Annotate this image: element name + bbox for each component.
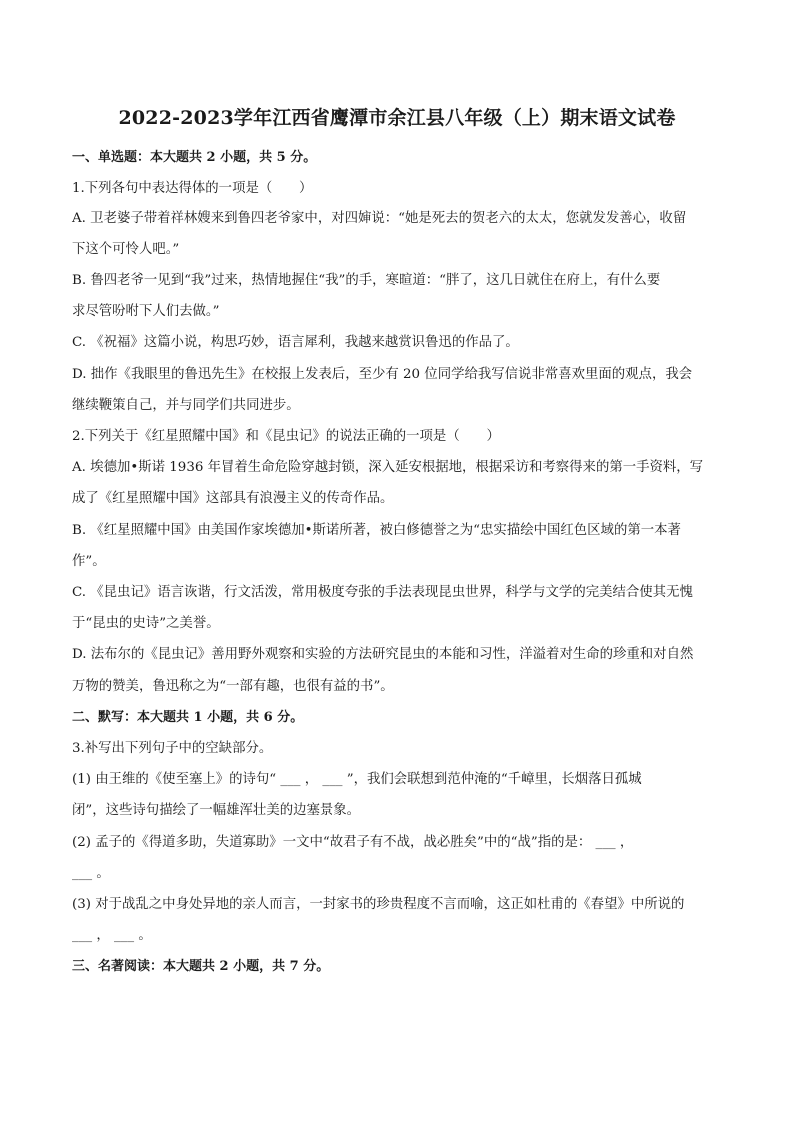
fill-blank-line: ___ 。 [72,866,110,881]
fill-blank-line: (2) 孟子的《得道多助，失道寡助》一文中“故君子有不战，战必胜矣”中的“战”指的是： ___ ， [72,835,634,850]
section-heading: 一、单选题：本大题共 2 小题，共 5 分。 [72,150,317,165]
option-line: A. 埃德加•斯诺 1936 年冒着生命危险穿越封锁，深入延安根据地，根据采访和考察得来的第一手资料，写 [72,460,704,475]
option-line: B. 《红星照耀中国》由美国作家埃德加•斯诺所著，被白修德誉之为“忠实描绘中国红色区域的第一本著 [72,523,681,538]
option-line: 于“昆虫的史诗”之美誉。 [72,616,220,631]
fill-blank-line: (1) 由王维的《使至塞上》的诗句“ ___ ， ___ ”，我们会联想到范仲淹的“千嶂里，长烟落日孤城 [72,772,642,787]
option-line: D. 法布尔的《昆虫记》善用野外观察和实验的方法研究昆虫的本能和习性，洋溢着对生命的珍重和对自然 [72,647,694,662]
section-heading: 二、默写：本大题共 1 小题，共 6 分。 [72,710,304,725]
option-line: 求尽管吩咐下人们去做。” [72,304,220,319]
option-line: C. 《祝福》这篇小说，构思巧妙，语言犀利，我越来越赏识鲁迅的作品了。 [72,335,519,350]
question-stem: 1.下列各句中表达得体的一项是（ ） [72,181,313,196]
option-line: 下这个可怜人吧。” [72,242,180,257]
option-line: C. 《昆虫记》语言诙谐，行文活泼，常用极度夸张的手法表现昆虫世界，科学与文学的完美结合使其无愧 [72,585,693,600]
option-line: A. 卫老婆子带着祥林嫂来到鲁四老爷家中，对四婶说：“她是死去的贺老六的太太，您就发发善心，收留 [72,211,687,226]
fill-blank-line: (3) 对于战乱之中身处异地的亲人而言，一封家书的珍贵程度不言而喻，这正如杜甫的《春望》中所说的 [72,897,685,912]
fill-blank-line: 闭”，这些诗句描绘了一幅雄浑壮美的边塞景象。 [72,803,361,818]
option-line: 万物的赞美，鲁迅称之为“一部有趣，也很有益的书”。 [72,679,394,694]
option-line: B. 鲁四老爷一见到“我”过来，热情地握住“我”的手，寒暄道：“胖了，这几日就住在府上，有什么要 [72,273,661,288]
fill-blank-line: ___ ， ___ 。 [72,928,152,943]
exam-title: 2022-2023学年江西省鹰潭市余江县八年级（上）期末语文试卷 [118,107,676,129]
option-line: 成了《红星照耀中国》这部具有浪漫主义的传奇作品。 [72,491,394,506]
option-line: 作”。 [72,554,106,569]
question-stem: 3.补写出下列句子中的空缺部分。 [72,741,273,756]
option-line: 继续鞭策自己，并与同学们共同进步。 [72,398,300,413]
section-heading: 三、名著阅读：本大题共 2 小题，共 7 分。 [72,959,330,974]
option-line: D. 拙作《我眼里的鲁迅先生》在校报上发表后，至少有 20 位同学给我写信说非常喜欢里面的观点，我会 [72,367,693,382]
question-stem: 2.下列关于《红星照耀中国》和《昆虫记》的说法正确的一项是（ ） [72,429,500,444]
